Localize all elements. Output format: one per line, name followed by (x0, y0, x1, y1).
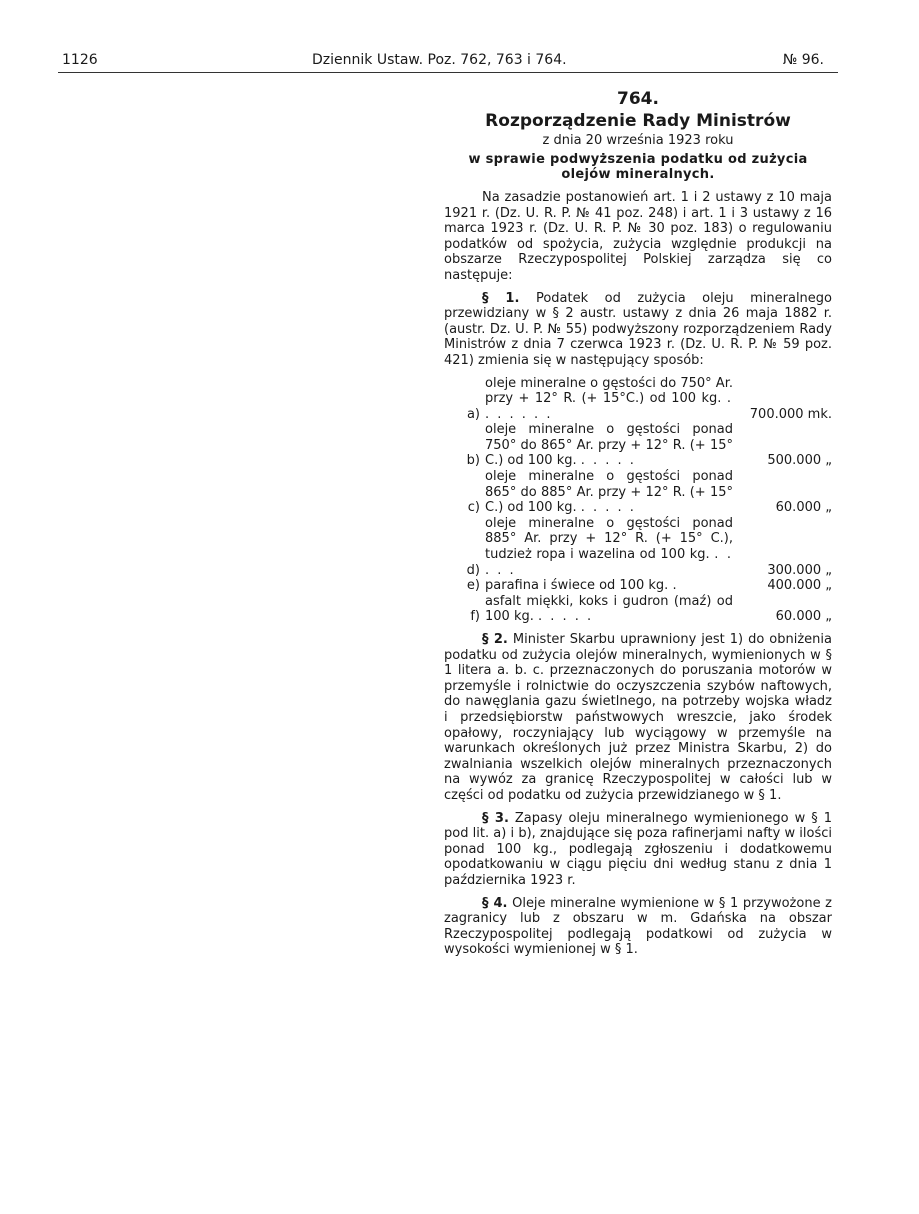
list-item (444, 516, 832, 578)
act-subject: w sprawie podwyższenia podatku od zużycia olejów mineralnych. (468, 151, 808, 183)
list-item (444, 376, 832, 423)
item-amount: 300.000 „ (767, 562, 832, 578)
list-item (444, 578, 832, 594)
section-3 (444, 811, 832, 889)
preamble: Na zasadzie postanowień art. 1 i 2 ustawy z 10 maja 1921 r. (Dz. U. R. P. № 41 poz. 248) i art. 1 i 3 ustawy z 16 marca 1923 r. (Dz. U. R. P. № 30 poz. 183) o regulowaniu podatków od spożycia, zużycia względnie produkcji na obszarze Rzeczypospolitej Polskiej zarządza się co następuje: (444, 189, 832, 283)
leader-dots: . . . . . (580, 453, 636, 469)
item-description: asfalt miękki, koks i gudron (maź) od 100 kg. . . . . . (485, 593, 733, 625)
item-description: parafina i świece od 100 kg. . (485, 578, 679, 594)
item-label: b) (466, 453, 480, 469)
leader-dots: . . . . . (485, 547, 733, 578)
section-2 (444, 632, 832, 804)
section-4 (444, 896, 832, 958)
header-rule (58, 72, 838, 73)
list-item (444, 594, 832, 625)
item-amount: 400.000 „ (767, 578, 832, 594)
item-amount: 700.000 mk. (749, 406, 832, 422)
leader-dots: . . . . . . . (485, 391, 733, 422)
list-item (444, 422, 832, 469)
leader-dots: . (672, 578, 679, 594)
item-amount: 60.000 „ (775, 500, 832, 516)
section-text: Podatek od zużycia oleju mineralnego przewidziany w § 2 austr. ustawy z dnia 26 maja 1882 r. (austr. Dz. U. P. № 55) podwyższony rozporządzeniem Rady Ministrów z dnia 7 czerwca 1923 r. (Dz. U. R. P. № 59 poz. 421) zmienia się w następujący sposób: (444, 290, 832, 368)
act-title: Rozporządzenie Rady Ministrów (485, 110, 791, 131)
item-label: c) (467, 500, 480, 516)
item-label: f) (470, 609, 480, 625)
section-text: Oleje mineralne wymienione w § 1 przywożone z zagranicy lub z obszaru w m. Gdańska na obszar Rzeczypospolitej podlegają podatkowi od zużycia w wysokości wymienionej w § 1. (444, 895, 832, 958)
section-text: Minister Skarbu uprawniony jest 1) do obniżenia podatku od zużycia olejów mineralnych, wymienionych w § 1 litera a. b. c. przeznaczonych do poruszania motorów w przemyśle i rolnictwie do oczyszczenia szybów naftowych, do nawęglania gazu świetlnego, na potrzeby wojska władz i przedsiębiorstw państwowych wreszcie, jako środek opałowy, roczyniający lub wyciągowy w przemyśle na warunkach określonych już przez Ministra Skarbu, 2) do zwalniania wszelkich olejów mineralnych przeznaczonych na wywóz za granicę Rzeczypospolitej w całości lub w części od podatku od zużycia przewidzianego w § 1. (444, 632, 832, 803)
running-header (62, 52, 830, 74)
item-description: oleje mineralne o gęstości ponad 750° do 865° Ar. przy + 12° R. (+ 15° C.) od 100 kg. . . . . . (485, 422, 733, 469)
section-mark: § 4. (482, 895, 508, 911)
item-description: oleje mineralne o gęstości do 750° Ar. przy + 12° R. (+ 15°C.) od 100 kg. . . . . . . . (485, 375, 733, 422)
item-amount: 60.000 „ (775, 609, 832, 625)
item-description: oleje mineralne o gęstości ponad 885° Ar. przy + 12° R. (+ 15° C.), tudzież ropa i wazelina od 100 kg. . . . . . (485, 515, 733, 578)
item-label: e) (466, 578, 480, 594)
issue-number: № 96. (782, 52, 824, 68)
act-number: 764. (617, 89, 659, 109)
item-label: d) (466, 562, 480, 578)
journal-reference: Dziennik Ustaw. Poz. 762, 763 i 764. (312, 52, 567, 68)
item-label: a) (466, 406, 480, 422)
text-column (444, 89, 832, 965)
section-mark: § 1. (482, 290, 520, 306)
act-date: z dnia 20 września 1923 roku (542, 133, 734, 149)
list-item (444, 469, 832, 516)
leader-dots: . . . . . (538, 609, 594, 625)
section-1 (444, 291, 832, 369)
tax-rate-list (444, 376, 832, 626)
section-text: Zapasy oleju mineralnego wymienionego w § 1 pod lit. a) i b), znajdujące się poza rafinerjami nafty w ilości ponad 100 kg., podlegają zgłoszeniu i dodatkowemu opodatkowaniu w ciągu pięciu dni według stanu z dnia 1 października 1923 r. (444, 810, 832, 888)
section-mark: § 2. (482, 632, 508, 647)
item-amount: 500.000 „ (767, 453, 832, 469)
page-number: 1126 (62, 52, 98, 68)
leader-dots: . . . . . (580, 500, 636, 516)
section-mark: § 3. (482, 810, 509, 826)
item-description: oleje mineralne o gęstości ponad 865° do 885° Ar. przy + 12° R. (+ 15° C.) od 100 kg. . . . . . (485, 469, 733, 516)
